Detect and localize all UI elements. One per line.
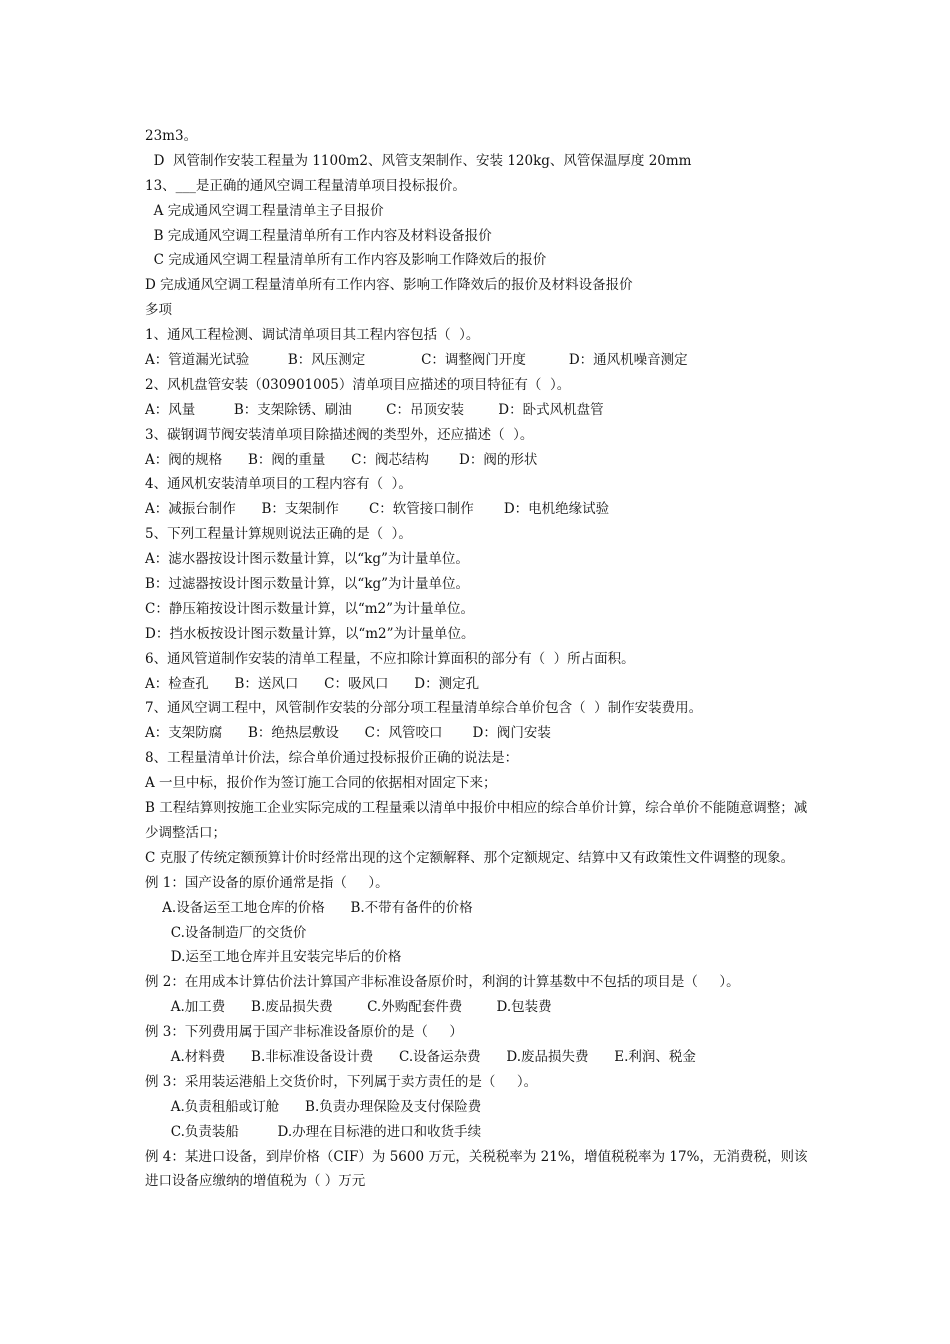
example-4-paragraph: 例 4：某进口设备，到岸价格（CIF）为 5600 万元，关税税率为 21%，增值税税率为 17%，无消费税，则该进口设备应缴纳的增值税为（ ）万元 [145, 1148, 808, 1190]
option-line: A：减振台制作 B：支架制作 C：软管接口制作 D：电机绝缘试验 [145, 501, 610, 518]
option-line: C：静压箱按设计图示数量计算，以“m2”为计量单位。 [145, 600, 475, 617]
option-line: D：挡水板按设计图示数量计算，以“m2”为计量单位。 [145, 625, 475, 642]
text-line: 23m3。 [145, 128, 198, 144]
question-line: 2、风机盘管安装（030901005）清单项目应描述的项目特征有（ ）。 [145, 376, 571, 393]
example-line: 例 2：在用成本计算估价法计算国产非标准设备原价时，利润的计算基数中不包括的项目是（ ）。 [145, 974, 740, 991]
option-line: A：滤水器按设计图示数量计算，以“kg”为计量单位。 [145, 551, 469, 568]
option-line: A：检查孔 B：送风口 C：吸风口 D：测定孔 [145, 675, 480, 692]
example-line: 例 3：下列费用属于国产非标准设备原价的是（ ） [145, 1024, 463, 1041]
question-line: 8、工程量清单计价法，综合单价通过投标报价正确的说法是： [145, 750, 519, 767]
option-line: A.加工费 B.废品损失费 C.外购配套件费 D.包装费 [145, 999, 552, 1016]
example-line: 例 3：采用装运港船上交货价时，下列属于卖方责任的是（ ）。 [145, 1073, 538, 1090]
option-line: A.负责租船或订舱 B.负责办理保险及支付保险费 [145, 1098, 482, 1115]
option-line: C.设备制造厂的交货价 [145, 924, 307, 941]
question-line: 5、下列工程量计算规则说法正确的是（ ）。 [145, 526, 412, 543]
option-line: B：过滤器按设计图示数量计算，以“kg”为计量单位。 [145, 576, 470, 593]
option-line: B 完成通风空调工程量清单所有工作内容及材料设备报价 [145, 227, 492, 244]
option-line: D 完成通风空调工程量清单所有工作内容、影响工作降效后的报价及材料设备报价 [145, 277, 633, 294]
option-line: A 一旦中标，报价作为签订施工合同的依据相对固定下来； [145, 775, 497, 792]
option-line: A：支架防腐 B：绝热层敷设 C：风管咬口 D：阀门安装 [145, 725, 551, 742]
example-line: 例 1：国产设备的原价通常是指（ ）。 [145, 874, 389, 891]
question-line: 1、通风工程检测、调试清单项目其工程内容包括（ ）。 [145, 327, 480, 344]
question-line: 3、碳钢调节阀安装清单项目除描述阀的类型外，还应描述（ ）。 [145, 426, 534, 443]
option-line: C.负责装船 D.办理在目标港的进口和收货手续 [145, 1123, 482, 1140]
question-line: 7、通风空调工程中，风管制作安装的分部分项工程量清单综合单价包含（ ）制作安装费用。 [145, 700, 703, 717]
option-line: D.运至工地仓库并且安装完毕后的价格 [145, 949, 402, 966]
option-line: A：风量 B：支架除锈、刷油 C：吊顶安装 D：卧式风机盘管 [145, 401, 604, 418]
question-line: 4、通风机安装清单项目的工程内容有（ ）。 [145, 476, 412, 493]
document-body [145, 124, 815, 1194]
option-paragraph-b: B 工程结算则按施工企业实际完成的工程量乘以清单中报价中相应的综合单价计算，综合单价不能随意调整；减少调整活口； [145, 800, 808, 841]
option-line: A.设备运至工地仓库的价格 B.不带有备件的价格 [145, 899, 473, 916]
option-paragraph-c: C 克服了传统定额预算计价时经常出现的这个定额解释、那个定额规定、结算中又有政策性文件调整的现象。 [145, 849, 795, 866]
option-line: C 完成通风空调工程量清单所有工作内容及影响工作降效后的报价 [145, 252, 547, 269]
text-line: D 风管制作安装工程量为 1100m2、风管支架制作、安装 120kg、风管保温厚度 20mm [145, 152, 692, 169]
section-heading: 多项 [145, 302, 172, 319]
question-line: 6、通风管道制作安装的清单工程量，不应扣除计算面积的部分有（ ）所占面积。 [145, 650, 635, 667]
option-line: A：阀的规格 B：阀的重量 C：阀芯结构 D：阀的形状 [145, 451, 538, 468]
option-line: A：管道漏光试验 B：风压测定 C：调整阀门开度 D：通风机噪音测定 [145, 352, 688, 369]
question-13: 13、___是正确的通风空调工程量清单项目投标报价。 [145, 177, 466, 194]
option-line: A.材料费 B.非标准设备设计费 C.设备运杂费 D.废品损失费 E.利润、税金 [145, 1049, 696, 1065]
option-line: A 完成通风空调工程量清单主子目报价 [145, 202, 384, 219]
